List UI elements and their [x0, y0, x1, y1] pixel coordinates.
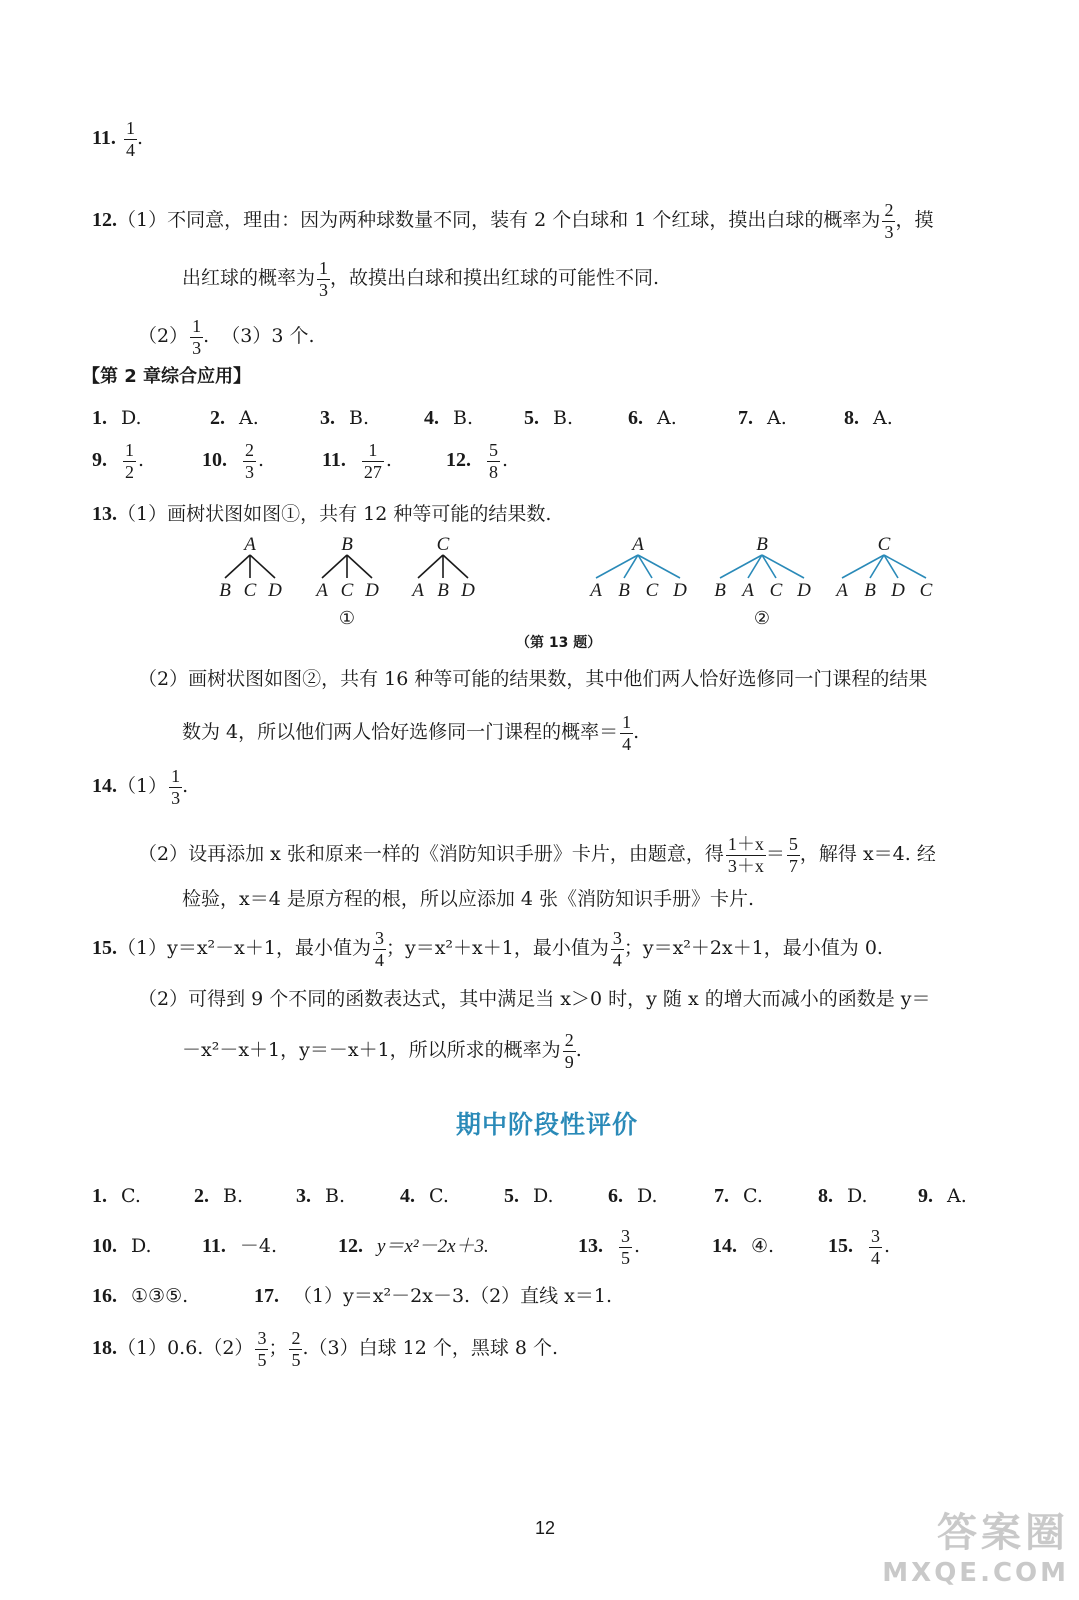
q13-line1: 13.（1）画树状图如图①，共有 12 种等可能的结果数. — [92, 503, 552, 525]
tree-branch — [250, 555, 275, 578]
q15-line3: －x²－x＋1，y＝－x＋1，所以所求的概率为 $\frac{2}{9}$ . — [182, 1030, 582, 1072]
tree-leaf-label: D — [365, 580, 379, 601]
s1-row1: 1. D. 2. A. 3. B. 4. B. 5. B. 6. A. 7. A. 8. A. — [92, 407, 893, 429]
tree-leaf-label: A — [742, 580, 754, 601]
watermark-logo: 答案圈 MXQE.COM — [882, 1510, 1069, 1588]
q13-line2: （2）画树状图如图②，共有 16 种等可能的结果数，其中他们两人恰好选修同一门课程的结果 — [138, 668, 928, 690]
section-heading: 期中阶段性评价 — [456, 1110, 639, 1139]
q12-line2: 出红球的概率为 $\frac{1}{3}$ ，故摸出白球和摸出红球的可能性不同. — [182, 258, 660, 300]
tree-leaf-label: B — [219, 580, 231, 601]
q13-line3: 数为 4，所以他们两人恰好选修同一门课程的概率＝ $\frac{1}{4}$ . — [182, 712, 640, 754]
tree-diagrams — [0, 530, 1079, 650]
tree-root-label: A — [244, 534, 256, 555]
q14-line2: （2）设再添加 x 张和原来一样的《消防知识手册》卡片，由题意，得 $\frac{1+x}{3+x}$ ＝ $\frac{5}{7}$ ，解得 x＝4. 经 — [138, 834, 936, 876]
tree-leaf-label: C — [340, 580, 354, 601]
section-title: 【第 2 章综合应用】 — [82, 366, 252, 387]
tree-leaf-label: D — [673, 580, 687, 601]
page-number: 12 — [535, 1518, 556, 1538]
q15-line2: （2）可得到 9 个不同的函数表达式，其中满足当 x＞0 时，y 随 x 的增大而减小的函数是 y＝ — [138, 988, 931, 1010]
tree-root-label: B — [756, 534, 768, 555]
tree-leaf-label: C — [919, 580, 933, 601]
tree-branch — [418, 555, 443, 578]
s2-row3: 16. ①③⑤. 17. （1）y＝x²－2x－3.（2）直线 x＝1. — [92, 1285, 613, 1307]
q11: 11. $\frac{1}{4}$ . — [92, 118, 143, 160]
fraction: $\frac{1}{3}$ — [319, 258, 329, 300]
q12-line3: （2） $\frac{1}{3}$ . （3）3 个. — [138, 316, 315, 358]
s2-row2: 10. D. 11. －4. 12. y＝x²－2x＋3. 13. $\frac{3}{5}$ . 14. ④. 15. $\frac{3}{4}$ . — [92, 1226, 891, 1268]
tree-leaf-label: A — [836, 580, 848, 601]
tree-leaf-label: D — [891, 580, 905, 601]
q15-line1: 15.（1）y＝x²－x＋1，最小值为 $\frac{3}{4}$ ；y＝x²＋x＋1，最小值为 $\frac{3}{4}$ ；y＝x²＋2x＋1，最小值为 0. — [92, 928, 883, 970]
q12-line1: 12.（1）不同意，理由：因为两种球数量不同，装有 2 个白球和 1 个红球，摸出白球的概率为 $\frac{2}{3}$ ，摸 — [92, 200, 934, 242]
tree-leaf-label: C — [645, 580, 659, 601]
tree-branch — [322, 555, 347, 578]
figure-mark: ② — [753, 608, 771, 628]
tree-leaf-label: C — [769, 580, 783, 601]
fraction: $\frac{1}{3}$ — [192, 316, 202, 358]
tree-root-label: C — [877, 534, 891, 555]
tree-leaf-label: A — [412, 580, 424, 601]
fraction: $\frac{1}{4}$ — [125, 118, 135, 160]
tree-branch — [347, 555, 372, 578]
figure-mark: ① — [338, 608, 356, 628]
tree-figure-2 — [588, 534, 932, 628]
tree-figure-1 — [219, 534, 475, 628]
tree-leaf-label: A — [316, 580, 328, 601]
q14-line1: 14.（1） $\frac{1}{3}$ . — [92, 766, 189, 808]
tree-root-label: A — [632, 534, 644, 555]
tree-leaf-label: B — [618, 580, 630, 601]
tree-leaf-label: B — [864, 580, 876, 601]
s2-row1: 1. C. 2. B. 3. B. 4. C. 5. D. 6. D. 7. C. 8. D. 9. A. — [92, 1185, 967, 1207]
tree-branch — [443, 555, 468, 578]
tree-root-label: C — [436, 534, 450, 555]
tree-leaf-label: D — [461, 580, 475, 601]
fraction: $\frac{2}{3}$ — [884, 200, 894, 242]
q14-line3: 检验，x＝4 是原方程的根，所以应添加 4 张《消防知识手册》卡片. — [182, 888, 755, 910]
tree-leaf-label: D — [797, 580, 811, 601]
tree-leaf-label: D — [268, 580, 282, 601]
figure-caption: （第 13 题） — [516, 635, 602, 651]
tree-leaf-label: C — [243, 580, 257, 601]
s1-row2: 9. $\frac{1}{2}$ . 10. $\frac{2}{3}$ . 11. $\frac{1}{27}$ . 12. $\frac{5}{8}$ . — [92, 440, 509, 482]
tree-leaf-label: B — [714, 580, 726, 601]
tree-leaf-label: B — [437, 580, 449, 601]
tree-branch — [225, 555, 250, 578]
tree-root-label: B — [341, 534, 353, 555]
s2-row4: 18.（1）0.6.（2） $\frac{3}{5}$ ； $\frac{2}{5}$ .（3）白球 12 个，黑球 8 个. — [92, 1328, 559, 1370]
tree-leaf-label: A — [590, 580, 602, 601]
